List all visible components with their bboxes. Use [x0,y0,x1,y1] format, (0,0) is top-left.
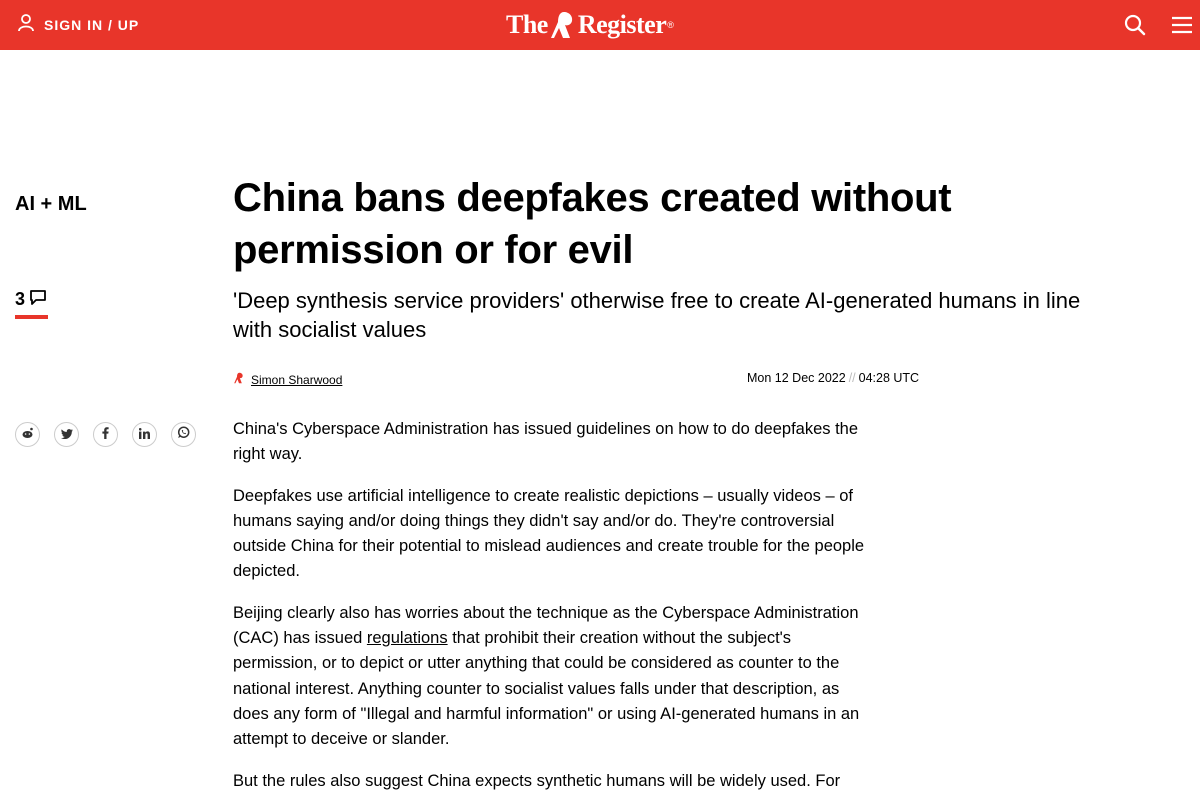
date-separator: // [848,371,856,385]
dateline [747,371,919,385]
twitter-icon [61,426,73,444]
share-twitter-button[interactable] [54,422,79,447]
facebook-icon [102,426,109,444]
sign-in-label: SIGN IN / UP [44,17,140,33]
share-facebook-button[interactable] [93,422,118,447]
share-whatsapp-button[interactable] [171,422,196,447]
paragraph-text: Beijing clearly also has worries about the technique as the Cyberspace Administration (CAC) has issued [233,603,859,648]
share-reddit-button[interactable] [15,422,40,447]
article-standfirst: 'Deep synthesis service providers' otherwise free to create AI-generated humans in line with socialist values [233,288,1081,342]
body-paragraph: But the rules also suggest China expects synthetic humans will be widely used. For [233,771,841,790]
menu-icon[interactable] [1170,13,1194,37]
author-vulture-icon [233,371,245,389]
whatsapp-icon [177,426,190,444]
article-body [233,417,878,810]
logo-text-register: Register [577,10,667,39]
share-buttons [15,422,196,447]
share-linkedin-button[interactable] [132,422,157,447]
article-headline: China bans deepfakes created without permission or for evil [233,176,952,272]
sign-in-link[interactable] [18,0,139,50]
vulture-logo-icon [550,10,576,40]
regulations-link[interactable]: regulations [366,629,448,648]
body-paragraph [233,601,878,753]
logo-registered-mark: ® [667,20,674,30]
reddit-icon [21,426,34,444]
site-logo[interactable] [506,8,674,42]
author-link[interactable]: Simon Sharwood [251,373,343,387]
publish-time: 04:28 UTC [858,371,920,385]
linkedin-icon [139,426,150,444]
comments-link[interactable] [15,288,48,319]
comment-count: 3 [15,289,26,309]
site-header [0,0,1200,50]
logo-text-the: The [506,10,548,39]
body-paragraph: China's Cyberspace Administration has issued guidelines on how to do deepfakes the right way. [233,420,859,464]
paragraph-text: that prohibit their creation without the subject's permission, or to depict or utter anything that could be considered as counter to the national interest. Anything counter to socialist values falls under that description, as does any form of "Illegal and harmful information" or using AI-generated humans in an attempt to deceive or slander. [233,629,860,749]
search-icon[interactable] [1123,13,1147,37]
body-paragraph: Deepfakes use artificial intelligence to create realistic depictions – usually videos – of humans saying and/or doing things they didn't say and/or do. They're controversial outside China for their potential to mislead audiences and create trouble for the people depicted. [233,486,865,581]
byline [233,371,342,389]
publish-date: Mon 12 Dec 2022 [747,371,846,385]
user-icon [18,14,34,37]
comment-bubble-icon [28,288,48,311]
section-link[interactable]: AI + ML [15,193,87,215]
